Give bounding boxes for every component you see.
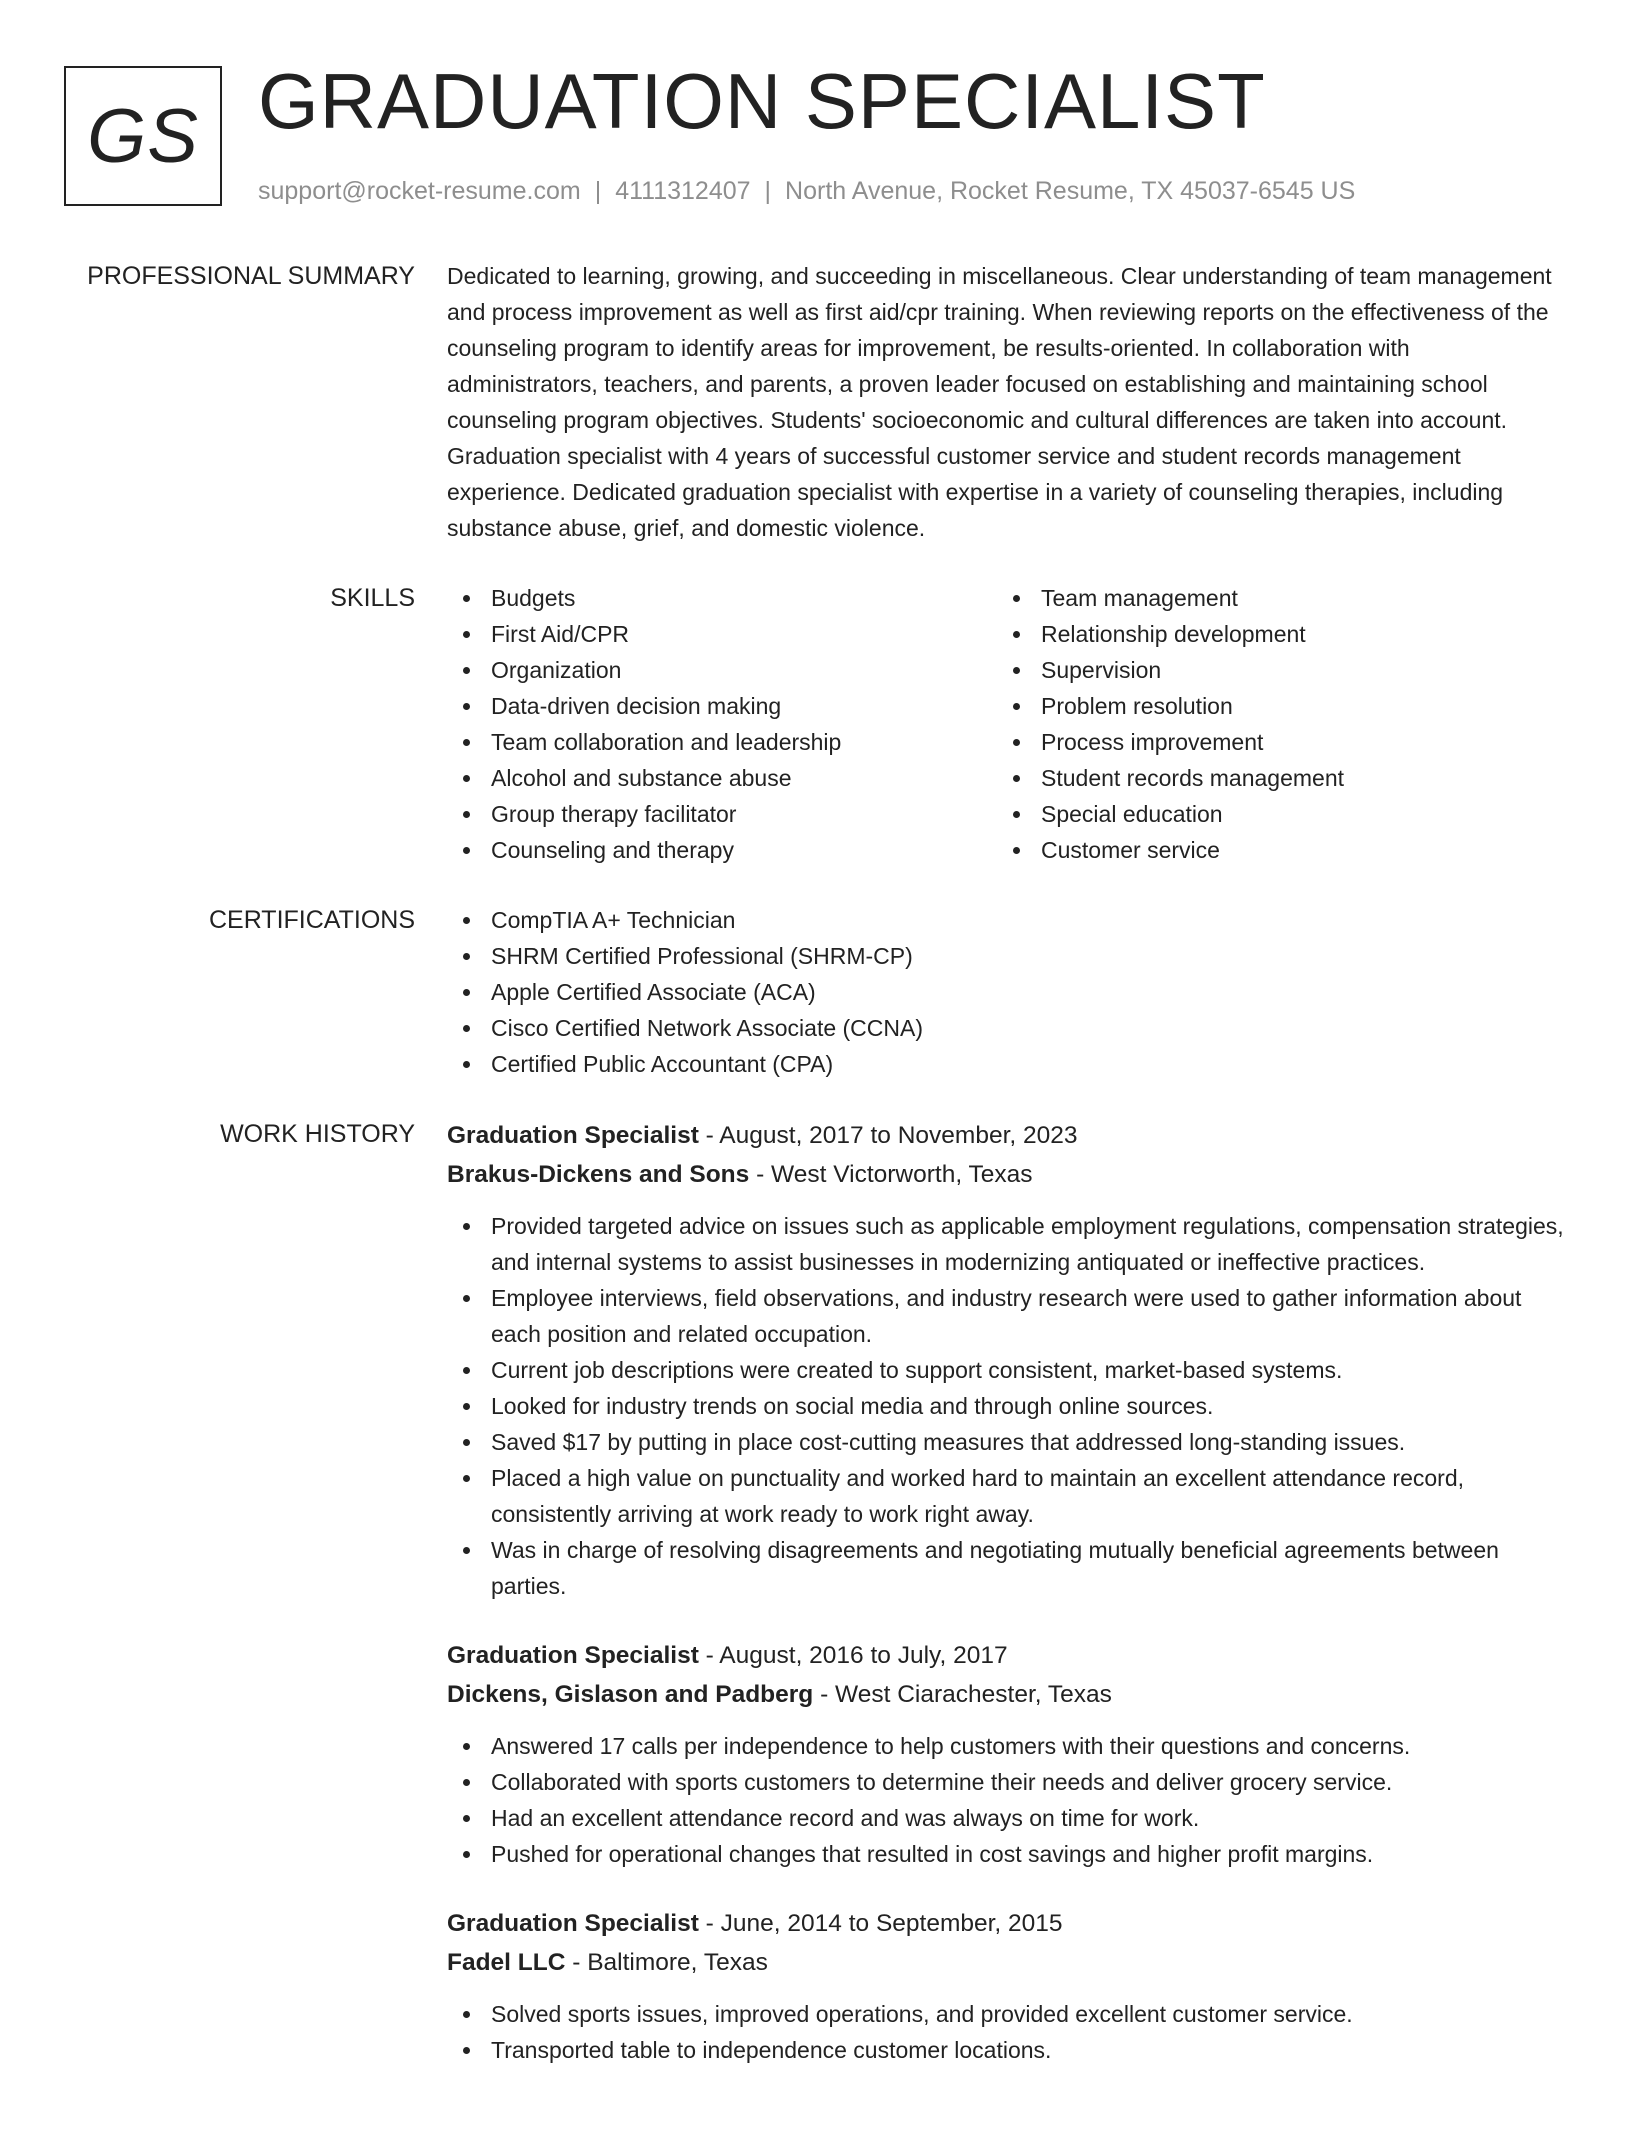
- skill-item: Group therapy facilitator: [447, 796, 997, 832]
- contact-line: [258, 174, 1355, 208]
- skills-column-2: [997, 580, 1547, 868]
- job-bullet: Was in charge of resolving disagreements and negotiating mutually beneficial agreements between parties.: [447, 1532, 1565, 1604]
- job-role: Graduation Specialist: [447, 1122, 699, 1149]
- resume-name: GRADUATION SPECIALIST: [258, 57, 1266, 145]
- job-bullets: [447, 1208, 1565, 1604]
- skill-item: Alcohol and substance abuse: [447, 760, 997, 796]
- job-bullet: Pushed for operational changes that resulted in cost savings and higher profit margins.: [447, 1836, 1565, 1872]
- job-role-line: [447, 1116, 1565, 1155]
- skill-item: Supervision: [997, 652, 1547, 688]
- work-history-body: [447, 1116, 1565, 2100]
- resume-content: [0, 258, 1632, 2134]
- skills-column-1: [447, 580, 997, 868]
- skill-item: Organization: [447, 652, 997, 688]
- skills-title: SKILLS: [330, 584, 415, 612]
- job-bullet: Placed a high value on punctuality and worked hard to maintain an excellent attendance record, consistently arriving at work ready to work right away.: [447, 1460, 1565, 1532]
- job-bullets: [447, 1996, 1565, 2068]
- certifications-title: CERTIFICATIONS: [208, 906, 415, 934]
- contact-phone[interactable]: 4111312407: [615, 177, 751, 205]
- skill-item: Process improvement: [997, 724, 1547, 760]
- job-role-line: [447, 1636, 1565, 1675]
- skill-item: Team management: [997, 580, 1547, 616]
- job-role-line: [447, 1904, 1565, 1943]
- certification-item: Cisco Certified Network Associate (CCNA): [447, 1010, 1565, 1046]
- job-dates: - August, 2016 to July, 2017: [698, 1642, 1008, 1669]
- skill-item: Team collaboration and leadership: [447, 724, 997, 760]
- certifications-body: [447, 902, 1565, 1082]
- job-entry: [447, 1636, 1565, 1872]
- summary-section: [0, 258, 1632, 546]
- job-company-line: [447, 1943, 1565, 1982]
- job-location: - West Ciarachester, Texas: [813, 1681, 1112, 1708]
- skill-item: First Aid/CPR: [447, 616, 997, 652]
- summary-text: Dedicated to learning, growing, and succeeding in miscellaneous. Clear understanding of team management and process improvement as well as first aid/cpr training. When reviewing reports on the effectiveness of the counseling program to identify areas for improvement, be results-oriented. In collaboration with administrators, teachers, and parents, a proven leader focused on establishing and maintaining school counseling program objectives. Students' socioeconomic and cultural differences are taken into account. Graduation specialist with 4 years of successful customer service and student records management experience. Dedicated graduation specialist with expertise in a variety of counseling therapies, including substance abuse, grief, and domestic violence.: [447, 263, 1552, 541]
- job-bullet: Answered 17 calls per independence to help customers with their questions and concerns.: [447, 1728, 1565, 1764]
- certification-item: Apple Certified Associate (ACA): [447, 974, 1565, 1010]
- contact-separator: |: [594, 177, 602, 205]
- skill-item: Special education: [997, 796, 1547, 832]
- job-bullet: Saved $17 by putting in place cost-cutting measures that addressed long-standing issues.: [447, 1424, 1565, 1460]
- certification-item: Certified Public Accountant (CPA): [447, 1046, 1565, 1082]
- job-company-line: [447, 1675, 1565, 1714]
- job-bullet: Provided targeted advice on issues such as applicable employment regulations, compensation strategies, and internal systems to assist businesses in modernizing antiquated or ineffective practices.: [447, 1208, 1565, 1280]
- skill-item: Customer service: [997, 832, 1547, 868]
- job-bullet: Current job descriptions were created to support consistent, market-based systems.: [447, 1352, 1565, 1388]
- skills-body: [447, 580, 1565, 868]
- contact-address: North Avenue, Rocket Resume, TX 45037-6545 US: [785, 177, 1356, 205]
- job-bullets: [447, 1728, 1565, 1872]
- job-bullet: Solved sports issues, improved operations, and provided excellent customer service.: [447, 1996, 1565, 2032]
- skill-item: Relationship development: [997, 616, 1547, 652]
- job-company: Fadel LLC: [447, 1949, 566, 1976]
- job-company: Dickens, Gislason and Padberg: [447, 1681, 814, 1708]
- summary-body: [447, 258, 1565, 546]
- job-bullet: Looked for industry trends on social media and through online sources.: [447, 1388, 1565, 1424]
- skill-item: Data-driven decision making: [447, 688, 997, 724]
- job-entry: [447, 1904, 1565, 2068]
- contact-email[interactable]: support@rocket-resume.com: [258, 177, 581, 205]
- skill-item: Problem resolution: [997, 688, 1547, 724]
- contact-separator: |: [764, 177, 772, 205]
- work-history-section: [0, 1116, 1632, 2100]
- summary-title: PROFESSIONAL SUMMARY: [87, 262, 415, 290]
- skill-item: Counseling and therapy: [447, 832, 997, 868]
- job-company: Brakus-Dickens and Sons: [447, 1161, 750, 1188]
- skill-item: Budgets: [447, 580, 997, 616]
- job-bullet: Collaborated with sports customers to determine their needs and deliver grocery service.: [447, 1764, 1565, 1800]
- job-bullet: Had an excellent attendance record and was always on time for work.: [447, 1800, 1565, 1836]
- skills-section: [0, 580, 1632, 868]
- job-bullet: Employee interviews, field observations, and industry research were used to gather information about each position and related occupation.: [447, 1280, 1565, 1352]
- job-role: Graduation Specialist: [447, 1910, 699, 1937]
- certifications-list: [447, 902, 1565, 1082]
- certifications-section: [0, 902, 1632, 1082]
- work-history-title: WORK HISTORY: [220, 1120, 415, 1148]
- certification-item: CompTIA A+ Technician: [447, 902, 1565, 938]
- job-role: Graduation Specialist: [447, 1642, 699, 1669]
- monogram-box: [64, 66, 222, 206]
- job-location: - Baltimore, Texas: [565, 1949, 768, 1976]
- job-entry: [447, 1116, 1565, 1604]
- skill-item: Student records management: [997, 760, 1547, 796]
- job-dates: - August, 2017 to November, 2023: [698, 1122, 1078, 1149]
- job-company-line: [447, 1155, 1565, 1194]
- job-dates: - June, 2014 to September, 2015: [698, 1910, 1063, 1937]
- job-location: - West Victorworth, Texas: [749, 1161, 1033, 1188]
- job-bullet: Transported table to independence customer locations.: [447, 2032, 1565, 2068]
- monogram-initials: GS: [87, 93, 199, 179]
- certification-item: SHRM Certified Professional (SHRM-CP): [447, 938, 1565, 974]
